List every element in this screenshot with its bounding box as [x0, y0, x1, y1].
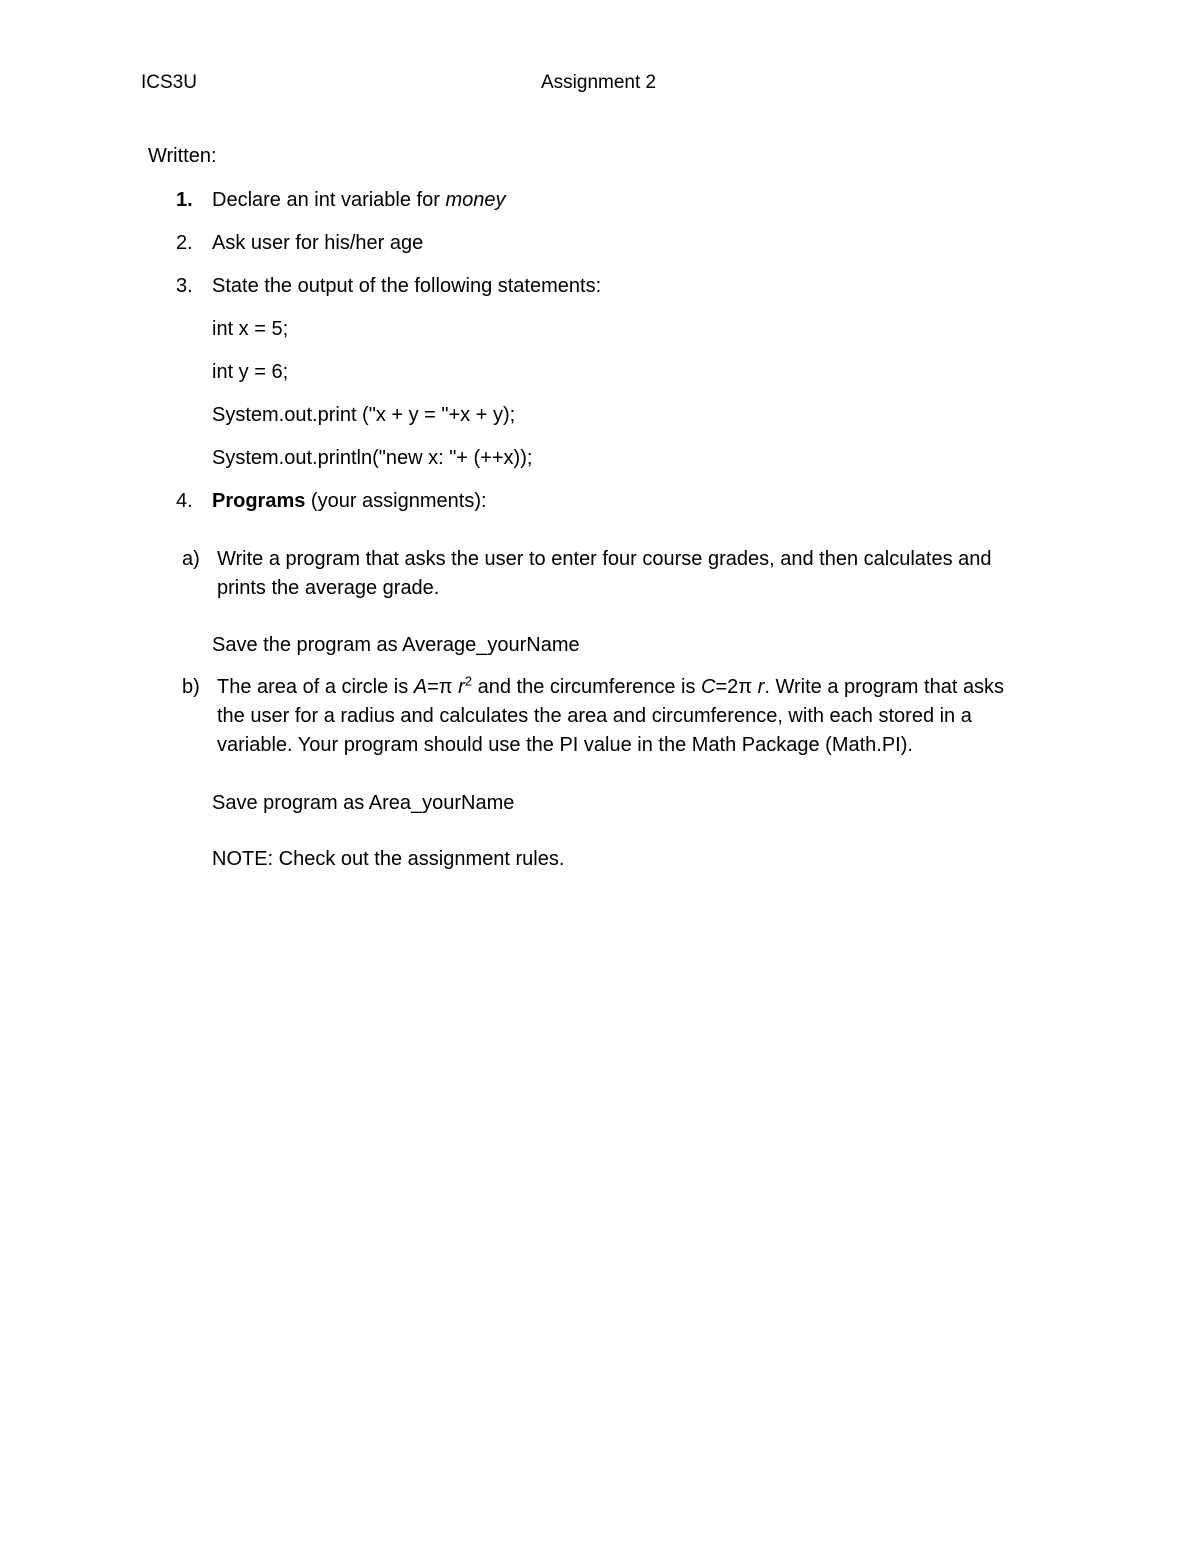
item-number: 3. — [176, 275, 193, 297]
code-line: int x = 5; — [212, 318, 289, 340]
item-text: State the output of the following statements: — [212, 275, 602, 297]
program-line: Write a program that asks the user to enter four course grades, and then calculates and — [217, 548, 992, 570]
item-number: 2. — [176, 232, 193, 254]
save-instruction: Save program as Area_yourName — [212, 792, 515, 814]
text-run: The area of a circle is — [217, 676, 414, 698]
item-text-italic: money — [445, 189, 506, 211]
programs-heading-rest: (your assignments): — [305, 490, 487, 512]
text-run: =π — [427, 676, 459, 698]
program-description — [217, 545, 1077, 603]
program-label: b) — [182, 676, 200, 698]
save-instruction: Save the program as Average_yourName — [212, 634, 580, 656]
program-line: prints the average grade. — [217, 577, 440, 599]
item-text — [212, 188, 505, 212]
text-run: =2π — [715, 676, 758, 698]
math-var: C — [701, 676, 716, 698]
code-line: System.out.println("new x: "+ (++x)); — [212, 447, 533, 469]
section-title: Written: — [148, 145, 217, 167]
text-run: and the circumference is — [472, 676, 702, 698]
item-number: 1. — [176, 189, 193, 211]
header-title: Assignment 2 — [541, 72, 657, 93]
math-var: r — [757, 676, 765, 698]
program-line: the user for a radius and calculates the area and circumference, with each stored in a — [217, 705, 972, 727]
item-text-main: Declare an int variable for — [212, 189, 446, 211]
math-var: r — [458, 676, 465, 698]
program-label: a) — [182, 548, 200, 570]
text-run: . Write a program that asks — [764, 676, 1005, 698]
item-text — [212, 489, 487, 513]
program-description — [217, 673, 1077, 760]
item-number: 4. — [176, 490, 193, 512]
program-line: variable. Your program should use the PI value in the Math Package (Math.PI). — [217, 734, 913, 756]
math-var: A — [413, 676, 428, 698]
note: NOTE: Check out the assignment rules. — [212, 848, 565, 870]
code-line: System.out.print ("x + y = "+x + y); — [212, 404, 516, 426]
code-line: int y = 6; — [212, 361, 289, 383]
program-line — [217, 673, 1077, 702]
superscript: 2 — [464, 673, 473, 689]
item-text: Ask user for his/her age — [212, 232, 424, 254]
programs-heading: Programs — [212, 490, 306, 512]
header-course: ICS3U — [141, 72, 197, 93]
